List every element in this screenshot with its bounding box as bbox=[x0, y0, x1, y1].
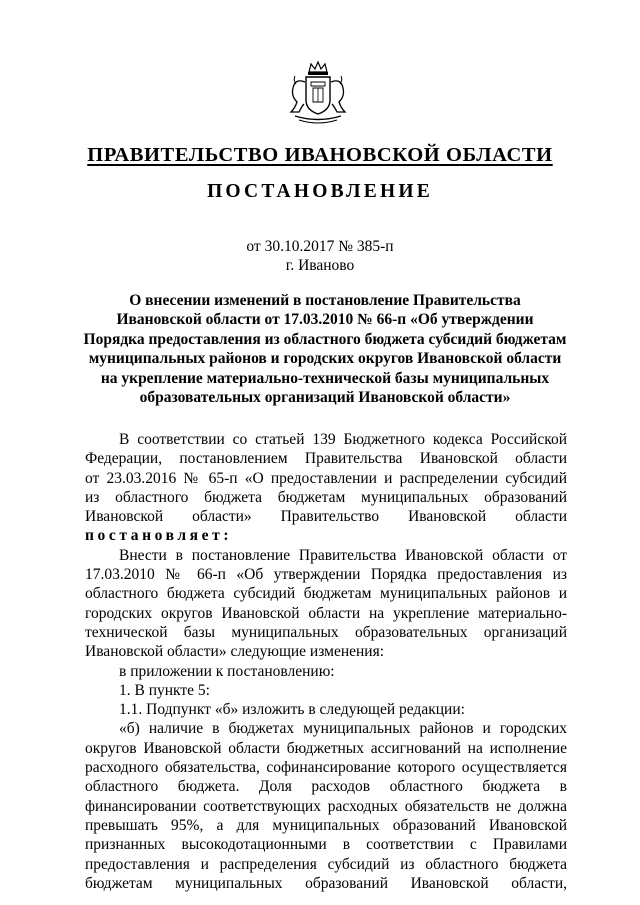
body-line: 1. В пункте 5: bbox=[119, 681, 210, 699]
subject-line: на укрепление материально-технической базы муниципальных bbox=[100, 369, 550, 387]
body-line: из областного бюджета бюджетам муниципальных образований bbox=[85, 488, 567, 506]
body-line: превышать 95%, а для муниципальных образований Ивановской bbox=[85, 816, 567, 834]
body-line: городских округов Ивановской области на укрепление материально- bbox=[85, 604, 567, 622]
date-number: от 30.10.2017 № 385-п bbox=[246, 238, 394, 255]
body-line: предоставления и распределения субсидий из областного бюджета bbox=[85, 855, 567, 873]
resolution-word: постановляет: bbox=[85, 527, 233, 545]
body-line: округов Ивановской области бюджетных ассигнований на исполнение bbox=[85, 739, 567, 757]
body-line: Внести в постановление Правительства Ивановской области от bbox=[119, 546, 567, 564]
body-line: от 23.03.2016 № 65-п «О предоставлении и распределении субсидий bbox=[85, 469, 567, 487]
subject-line: Ивановской области от 17.03.2010 № 66-п «Об утверждении bbox=[116, 311, 534, 329]
body-line: областного бюджета субсидий бюджетам муниципальных районов и bbox=[85, 585, 567, 603]
body-line: признанных высокодотационными в соответствии с Правилами bbox=[85, 836, 567, 854]
body-line: Ивановской области» Правительство Ивановской области bbox=[85, 508, 567, 526]
city: г. Иваново bbox=[285, 257, 355, 274]
body-line: технической базы муниципальных образовательных организаций bbox=[85, 623, 567, 641]
body-line: Ивановской области» следующие изменения: bbox=[85, 643, 385, 661]
body-line: расходного обязательства, софинансирование которого осуществляется bbox=[85, 759, 567, 777]
coat-of-arms-icon bbox=[287, 60, 349, 126]
body-line: бюджетам муниципальных образований Ивановской области, bbox=[85, 874, 567, 892]
document-subject bbox=[60, 291, 590, 407]
subject-line: О внесении изменений в постановление Правительства bbox=[129, 292, 521, 309]
body-line: финансировании соответствующих расходных обязательств не должна bbox=[85, 797, 567, 815]
subject-line: Порядка предоставления из областного бюджета субсидий бюджетам bbox=[83, 330, 567, 348]
body-line: В соответствии со статьей 139 Бюджетного кодекса Российской bbox=[119, 431, 567, 448]
subject-line: муниципальных районов и городских округов Ивановской области bbox=[88, 350, 562, 368]
body-line: областного бюджета. Доля расходов областного бюджета в bbox=[85, 778, 567, 796]
document-meta bbox=[0, 237, 640, 275]
organization-title: ПРАВИТЕЛЬСТВО ИВАНОВСКОЙ ОБЛАСТИ bbox=[87, 144, 553, 166]
document-type-heading: ПОСТАНОВЛЕНИЕ bbox=[207, 181, 433, 202]
subject-line: образовательных организаций Ивановской области» bbox=[139, 389, 511, 407]
body-line: 17.03.2010 № 66-п «Об утверждении Порядка предоставления из bbox=[85, 566, 567, 584]
body-line: «б) наличие в бюджетах муниципальных районов и городских bbox=[119, 720, 567, 738]
body-line: в приложении к постановлению: bbox=[119, 662, 335, 680]
body-line: Федерации, постановлением Правительства Ивановской области bbox=[85, 450, 567, 468]
body-line: 1.1. Подпункт «б» изложить в следующей редакции: bbox=[119, 701, 465, 719]
document-body bbox=[85, 430, 567, 893]
